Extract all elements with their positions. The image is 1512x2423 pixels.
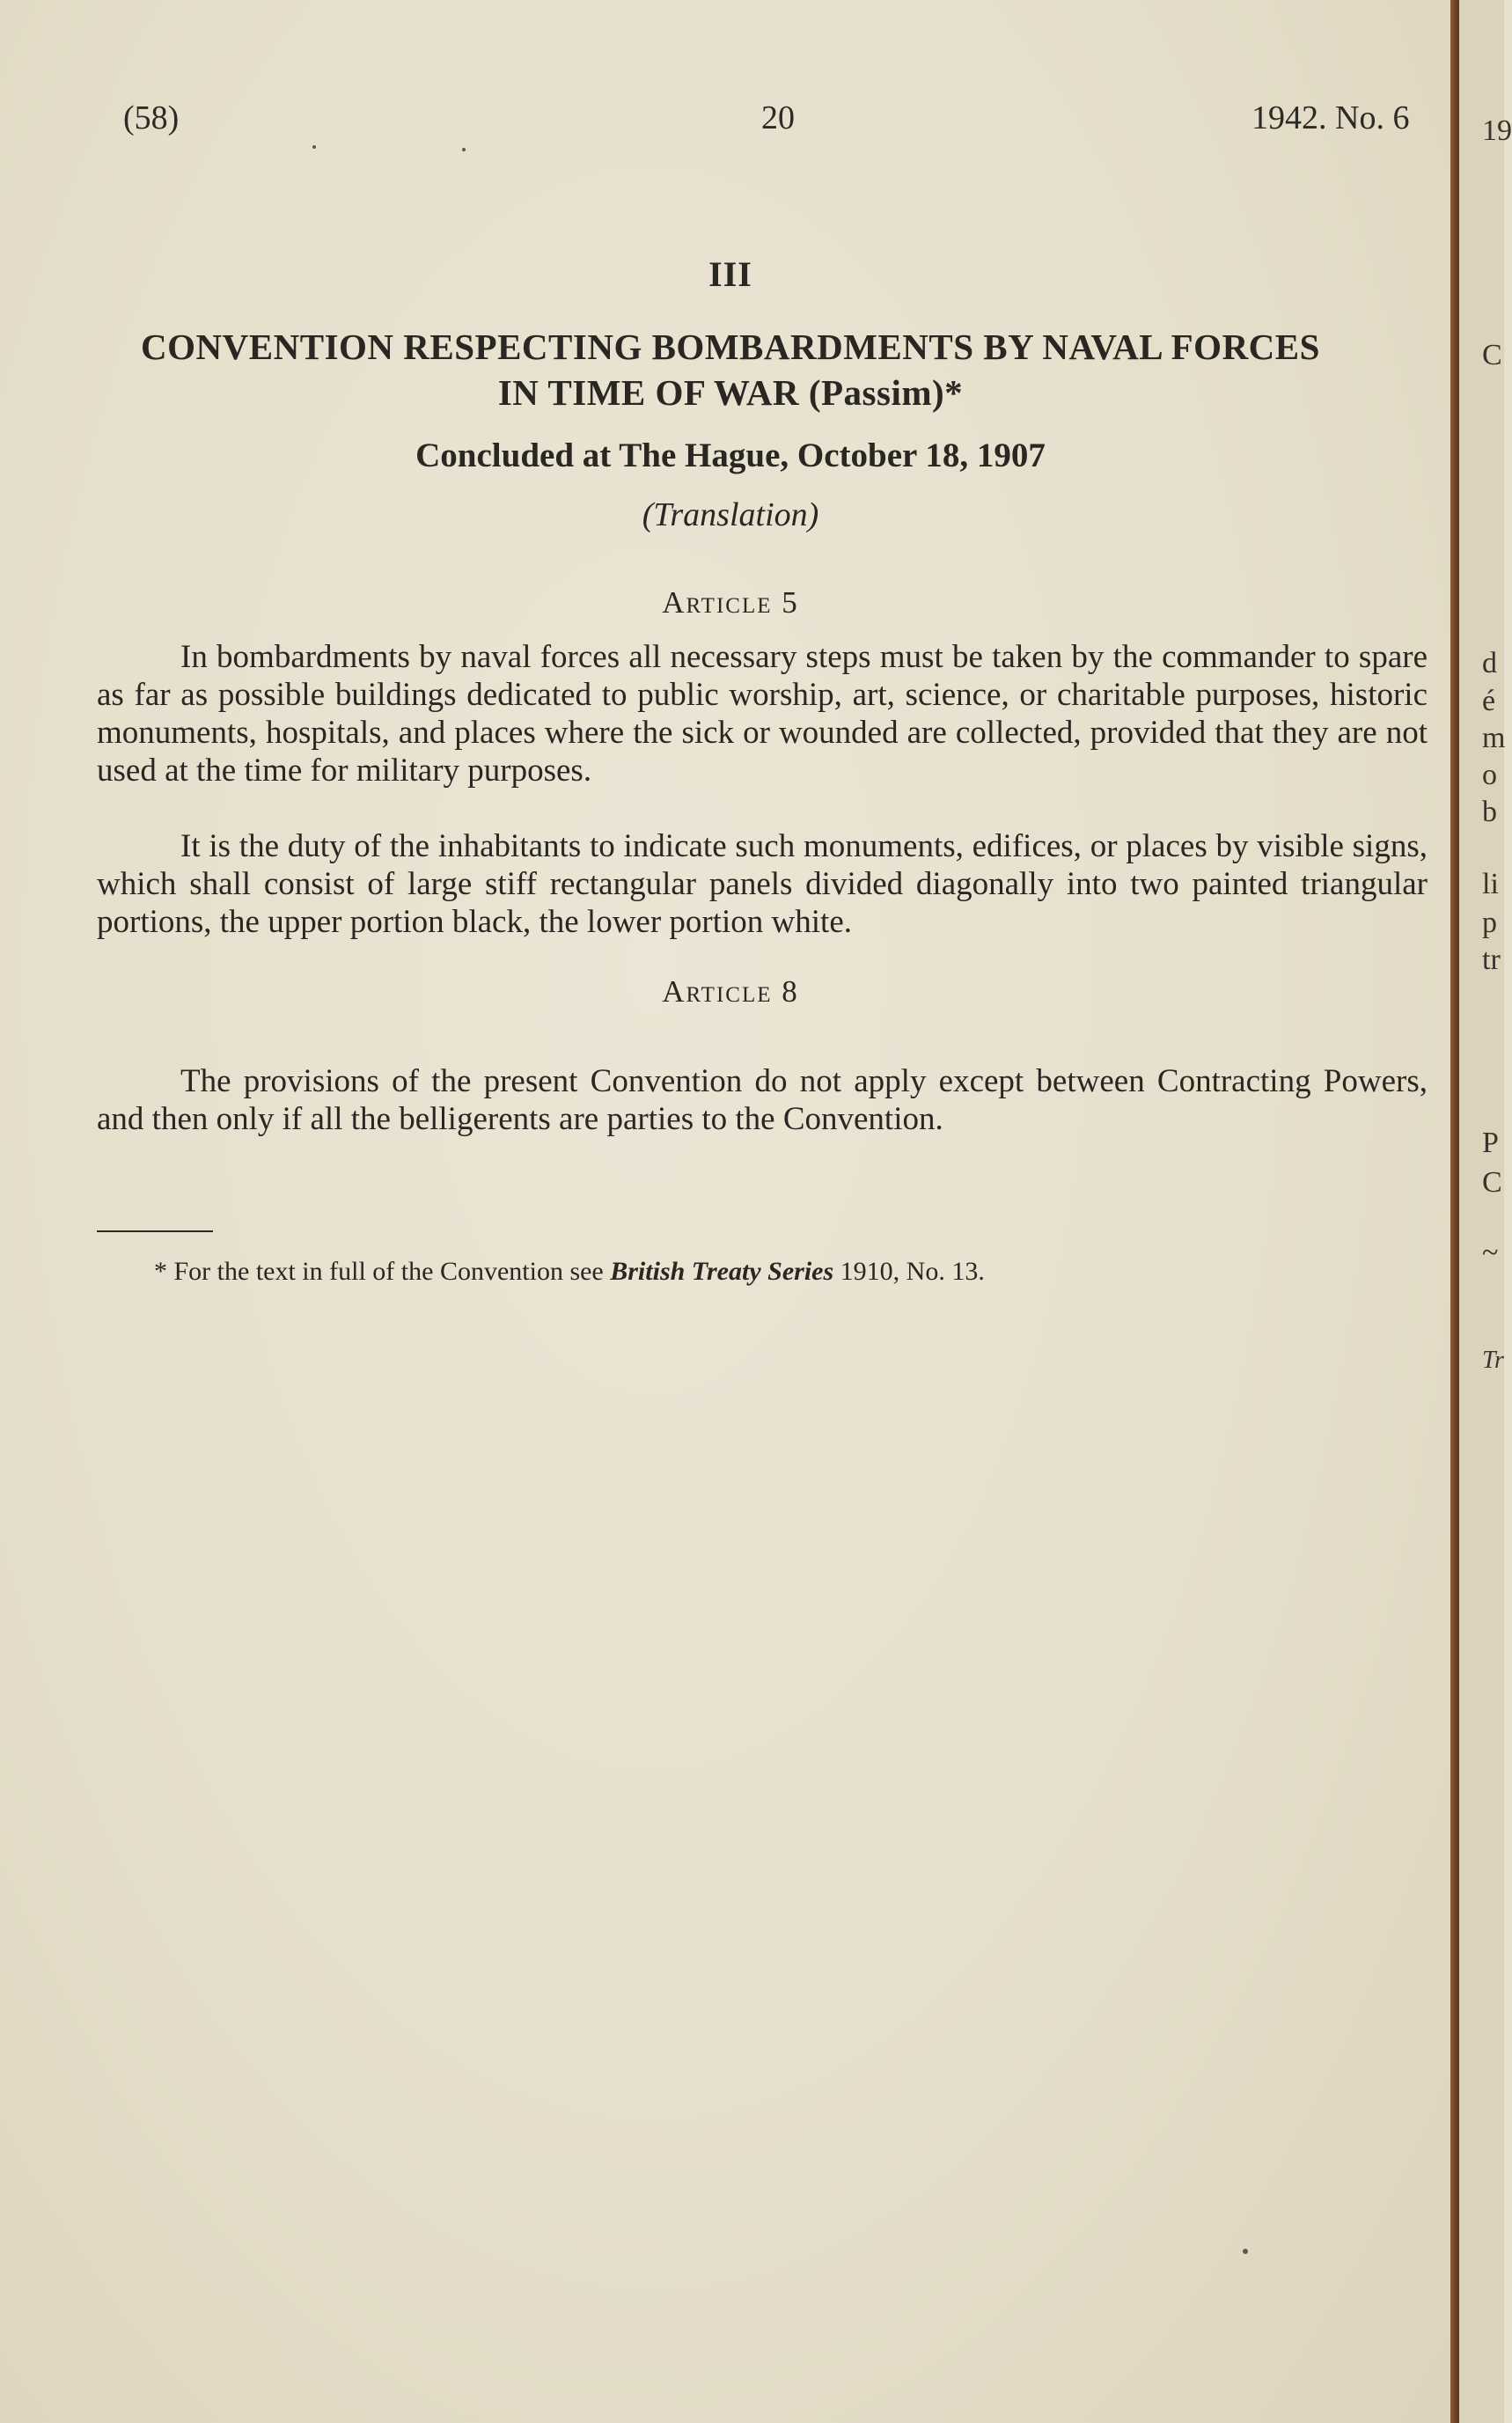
- adjacent-page-fragment: li: [1482, 868, 1499, 900]
- adjacent-page-fragment: Tr: [1482, 1347, 1504, 1374]
- footnote-divider: [97, 1230, 213, 1232]
- paper-speck: [1243, 2249, 1248, 2254]
- adjacent-page-fragment: P: [1482, 1127, 1499, 1159]
- footnote-marker: *: [154, 1257, 167, 1286]
- section-number: III: [708, 254, 752, 294]
- translation-note: (Translation): [642, 496, 819, 533]
- footnote-text-after: 1910, No. 13.: [840, 1257, 985, 1286]
- header-series-number: 1942. No. 6: [1251, 99, 1410, 136]
- adjacent-page-fragment: 19: [1482, 114, 1512, 147]
- header-page-number: 20: [761, 99, 795, 136]
- adjacent-page-fragment: d: [1482, 647, 1497, 679]
- adjacent-page-edge: [1459, 0, 1512, 2423]
- book-spine: [1450, 0, 1459, 2423]
- footnote-source: British Treaty Series: [610, 1257, 834, 1286]
- article-5-paragraph-1: In bombardments by naval forces all necessary steps must be taken by the commander to spare as far as possible buildings dedicated to public worship, art, science, or charitable purposes, historic monuments, hospitals, and places where the sick or wounded are collected, provided that they are not used at the time for military purposes.: [97, 639, 1428, 789]
- adjacent-page-fragment: C: [1482, 339, 1502, 371]
- paper-speck: [462, 148, 466, 151]
- adjacent-page-fragment: m: [1482, 722, 1506, 754]
- footnote: [154, 1257, 985, 1287]
- article-8-paragraph-1: The provisions of the present Convention do not apply except between Contracting Powers, and then only if all the belligerents are parties to the Convention.: [97, 1063, 1428, 1137]
- paper-speck: [312, 145, 316, 149]
- convention-title-line-1: CONVENTION RESPECTING BOMBARDMENTS BY NAVAL FORCES: [141, 327, 1320, 367]
- adjacent-page-fragment: ~: [1482, 1237, 1499, 1269]
- adjacent-page-fragment: p: [1482, 907, 1497, 939]
- adjacent-page-fragment: tr: [1482, 944, 1501, 976]
- article-8-heading: Article 8: [662, 974, 799, 1009]
- concluded-line: Concluded at The Hague, October 18, 1907: [415, 437, 1046, 474]
- adjacent-page-fragment: b: [1482, 796, 1497, 828]
- footnote-text-before: For the text in full of the Convention see: [173, 1257, 604, 1286]
- header-page-ref: (58): [123, 99, 180, 136]
- adjacent-page-fragment: C: [1482, 1166, 1502, 1199]
- convention-title: [97, 324, 1364, 415]
- convention-title-line-2: IN TIME OF WAR (Passim)*: [497, 372, 964, 413]
- article-5-paragraph-2: It is the duty of the inhabitants to indicate such monuments, edifices, or places by visible signs, which shall consist of large stiff rectangular panels divided diagonally into two painted triangular portions, the upper portion black, the lower portion white.: [97, 828, 1428, 940]
- article-5-heading: Article 5: [662, 585, 799, 620]
- adjacent-page-fragment: é: [1482, 685, 1496, 717]
- adjacent-page-fragment: o: [1482, 759, 1497, 791]
